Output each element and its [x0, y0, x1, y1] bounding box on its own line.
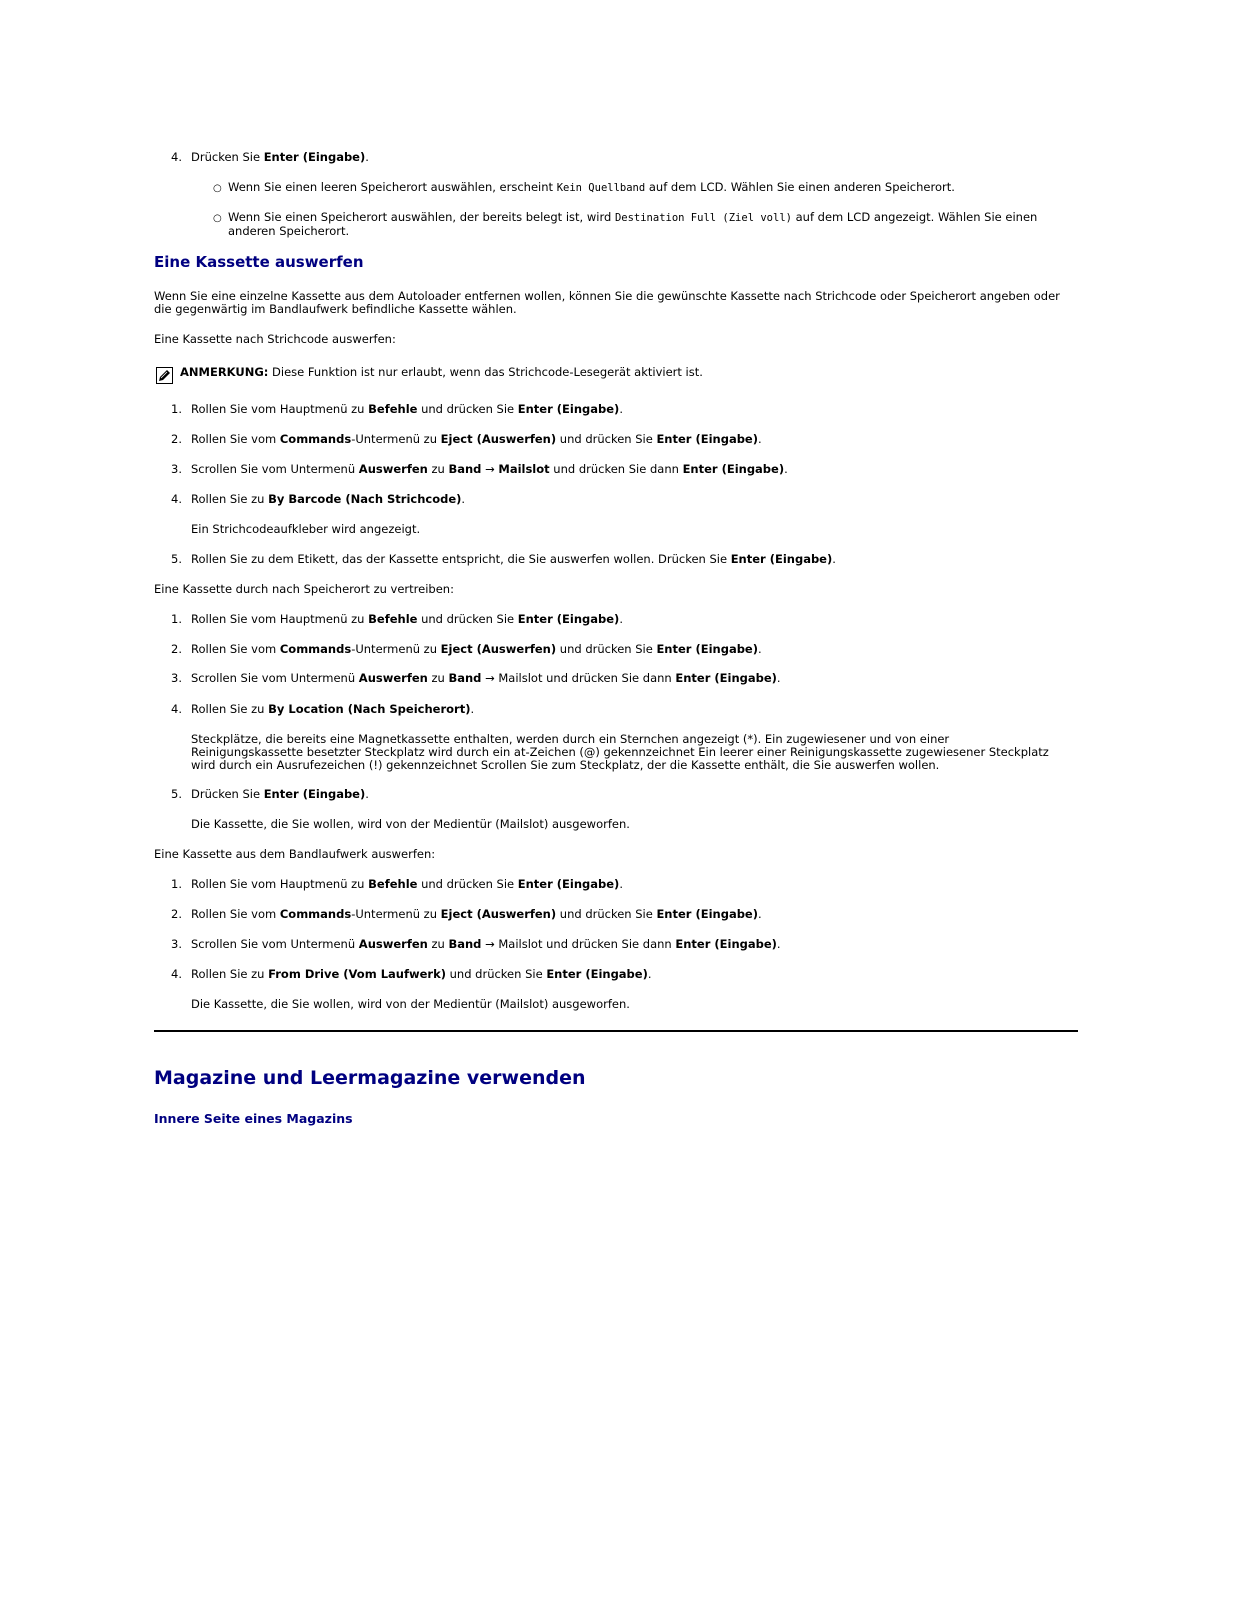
step-text: Drücken Sie Enter (Eingabe). [191, 150, 369, 164]
step-note: Die Kassette, die Sie wollen, wird von der Medientür (Mailslot) ausgeworfen. [191, 817, 630, 831]
step-note: Steckplätze, die bereits eine Magnetkassette enthalten, werden durch ein Sternchen angezeigt (*). Ein zugewiesener und von einer Reinigungskassette besetzter Steckplatz wird durch ein at-Zeichen (@) gekennzeichnet Ein leerer einer Reinigungskassette zugewiesener Steckplatz wird durch ein Ausrufezeichen (!) gekennzeichnet Scrollen Sie zum Steckplatz, der die Kassette enthält, die Sie auswerfen wollen. [191, 732, 1049, 772]
arrow-right-icon: → [481, 462, 499, 476]
note: ANMERKUNG: Diese Funktion ist nur erlaubt, wenn das Strichcode-Lesegerät aktiviert ist. [180, 365, 703, 379]
circle-bullet-icon: ○ [213, 183, 222, 194]
step-note: Die Kassette, die Sie wollen, wird von der Medientür (Mailslot) ausgeworfen. [191, 997, 630, 1011]
note-pencil-icon [156, 367, 173, 384]
drive-intro: Eine Kassette aus dem Bandlaufwerk auswerfen: [154, 847, 436, 861]
step-note: Ein Strichcodeaufkleber wird angezeigt. [191, 522, 421, 536]
section-divider [154, 1030, 1078, 1032]
circle-bullet-icon: ○ [213, 213, 222, 224]
page-title: Magazine und Leermagazine verwenden [154, 1067, 586, 1089]
intro-paragraph: Wenn Sie eine einzelne Kassette aus dem Autoloader entfernen wollen, können Sie die gewünschte Kassette nach Strichcode oder Speicherort angeben oder die gegenwärtig im Bandlaufwerk befindliche Kassette wählen. [154, 289, 1060, 316]
barcode-intro: Eine Kassette nach Strichcode auswerfen: [154, 332, 396, 346]
bullet-text: Wenn Sie einen leeren Speicherort auswählen, erscheint Kein Quellband auf dem LCD. Wählen Sie einen anderen Speicherort. [228, 180, 955, 194]
step-number: 4. [171, 150, 182, 164]
location-intro: Eine Kassette durch nach Speicherort zu vertreiben: [154, 582, 454, 596]
subsection-heading: Innere Seite eines Magazins [154, 1111, 353, 1126]
section-heading: Eine Kassette auswerfen [154, 253, 364, 271]
bullet-text: Wenn Sie einen Speicherort auswählen, der bereits belegt ist, wird Destination Full (Ziel voll) auf dem LCD angezeigt. Wählen Sie einen anderen Speicherort. [228, 210, 1038, 238]
